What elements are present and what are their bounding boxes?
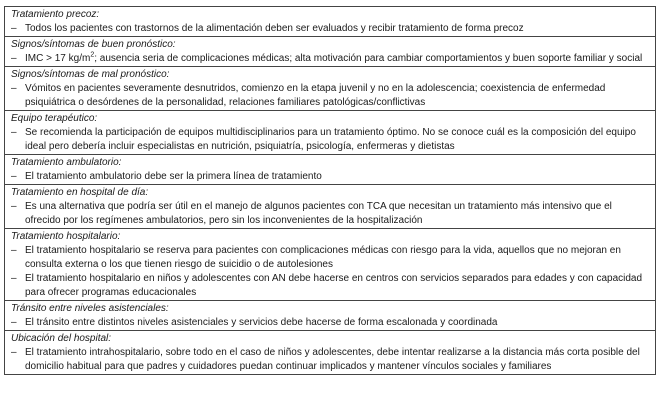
section-heading: Tratamiento precoz: [11, 9, 100, 20]
section-tratamiento-ambulatorio [5, 154, 655, 184]
section-tratamiento-hospitalario [5, 228, 655, 300]
section-heading: Signos/síntomas de buen pronóstico: [11, 39, 176, 50]
item-text: El tratamiento hospitalario en niños y adolescentes con AN debe hacerse en centros con servicios separados para edades y con capacidad para ofrecer programas educacionales [25, 273, 643, 298]
list-item [5, 82, 655, 110]
item-text: Es una alternativa que podría ser útil en el manejo de algunos pacientes con TCA que necesitan un tratamiento más intensivo que el ofrecido por los regímenes ambulatorios, pero sin los inconvenientes de la hospitalización [25, 201, 612, 226]
section-heading: Equipo terapéutico: [11, 113, 98, 124]
item-text: Se recomienda la participación de equipos multidisciplinarios para un tratamiento óptimo. No se conoce cuál es la composición del equipo ideal pero debería incluir especialistas en nutrición, psiquiatría, psicología, enfermeras y dietistas [25, 127, 636, 152]
dash-bullet: – [11, 171, 17, 182]
list-item [5, 244, 655, 272]
section-heading: Ubicación del hospital: [11, 333, 112, 344]
item-text: El tratamiento ambulatorio debe ser la primera línea de tratamiento [25, 171, 322, 182]
dash-bullet: – [11, 53, 17, 64]
section-heading: Tratamiento en hospital de día: [11, 187, 149, 198]
list-item [5, 200, 655, 228]
imc-superscript: 2 [90, 51, 95, 59]
item-text: El tratamiento intrahospitalario, sobre todo en el caso de niños y adolescentes, debe intentar realizarse a la distancia más corta posible del domicilio habitual para que padres y cuidadores puedan continuar implicados y mantener vínculos sociales y familiares [25, 347, 640, 372]
list-item [5, 126, 655, 154]
section-transito-niveles [5, 300, 655, 330]
section-tratamiento-precoz [5, 7, 655, 36]
list-item [5, 170, 655, 184]
list-item [5, 272, 655, 300]
item-text [25, 52, 649, 66]
imc-suffix: ; ausencia seria de complicaciones médicas; alta motivación para cambiar comportamientos y buen soporte familiar y social [94, 53, 643, 64]
section-heading: Tratamiento ambulatorio: [11, 157, 122, 168]
section-buen-pronostico [5, 36, 655, 66]
list-item [5, 346, 655, 374]
dash-bullet: – [11, 317, 17, 328]
list-item [5, 52, 655, 66]
section-hospital-de-dia [5, 184, 655, 228]
item-text: Todos los pacientes con trastornos de la alimentación deben ser evaluados y recibir tratamiento de forma precoz [25, 23, 524, 34]
section-mal-pronostico [5, 66, 655, 110]
section-equipo-terapeutico [5, 110, 655, 154]
dash-bullet: – [11, 273, 17, 284]
section-heading: Tratamiento hospitalario: [11, 231, 121, 242]
item-text: El tránsito entre distintos niveles asistenciales y servicios debe hacerse de forma escalonada y coordinada [25, 317, 498, 328]
dash-bullet: – [11, 347, 17, 358]
section-heading: Tránsito entre niveles asistenciales: [11, 303, 169, 314]
section-heading: Signos/síntomas de mal pronóstico: [11, 69, 170, 80]
imc-prefix: IMC > 17 kg/m [25, 53, 91, 64]
dash-bullet: – [11, 83, 17, 94]
dash-bullet: – [11, 23, 17, 34]
section-ubicacion-hospital [5, 330, 655, 374]
list-item [5, 316, 655, 330]
item-text: Vómitos en pacientes severamente desnutridos, comienzo en la etapa juvenil y no en la adolescencia; coexistencia de enfermedad psiquiátrica o desórdenes de la personalidad, relaciones familiares patológicas/conflictivas [25, 83, 606, 108]
item-text: El tratamiento hospitalario se reserva para pacientes con complicaciones médicas con riesgo para la vida, aquellos que no mejoran en consulta externa o los que tienen riesgo de suicidio o de autolesiones [25, 245, 621, 270]
dash-bullet: – [11, 245, 17, 256]
dash-bullet: – [11, 127, 17, 138]
list-item [5, 22, 655, 36]
dash-bullet: – [11, 201, 17, 212]
recommendations-table [4, 6, 656, 375]
